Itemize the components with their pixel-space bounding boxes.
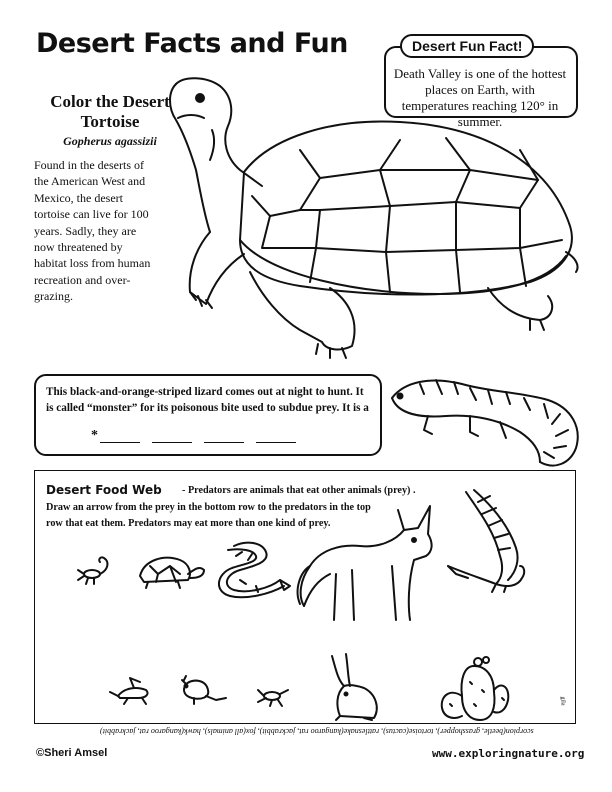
gila-credit: gila [559, 696, 566, 706]
tortoise-heading: Color the Desert Tortoise [50, 92, 170, 131]
food-web-intro: - Predators are animals that eat other animals (prey) . [182, 485, 416, 496]
food-web-instructions: Draw an arrow from the prey in the bottom row to the predators in the top row that eat them. Predators may eat more than one kind of prey. [46, 502, 371, 529]
footer-website[interactable]: www.exploringnature.org [432, 747, 585, 760]
blank-marker: * [91, 428, 98, 443]
lizard-riddle-text: This black-and-orange-striped lizard comes out at night to hunt. It is called “monster” for its poisonous bite used to subdue prey. It is a [46, 386, 369, 414]
fun-fact-heading: Desert Fun Fact! [400, 34, 534, 58]
food-web-heading: Desert Food Web [46, 483, 162, 497]
food-web-answers: scorpion(beetle, grasshopper), tortoise(cactus), rattlesnake(kangaroo rat, jackrabbit), fox(all animals), hawk(kangaroo rat, jackrabbit) [100, 727, 534, 736]
tortoise-species: Gopherus agassizii [63, 134, 157, 148]
tortoise-description: Found in the deserts of the American West and Mexico, the desert tortoise can live for 100 years. Sadly, they are now threatened by habitat loss from human recreation and over-grazing. [34, 158, 151, 304]
fun-fact-text: Death Valley is one of the hottest places on Earth, with temperatures reaching 120° in summer. [393, 66, 567, 129]
page-title: Desert Facts and Fun [36, 28, 348, 59]
footer-copyright: ©Sheri Amsel [36, 747, 108, 759]
